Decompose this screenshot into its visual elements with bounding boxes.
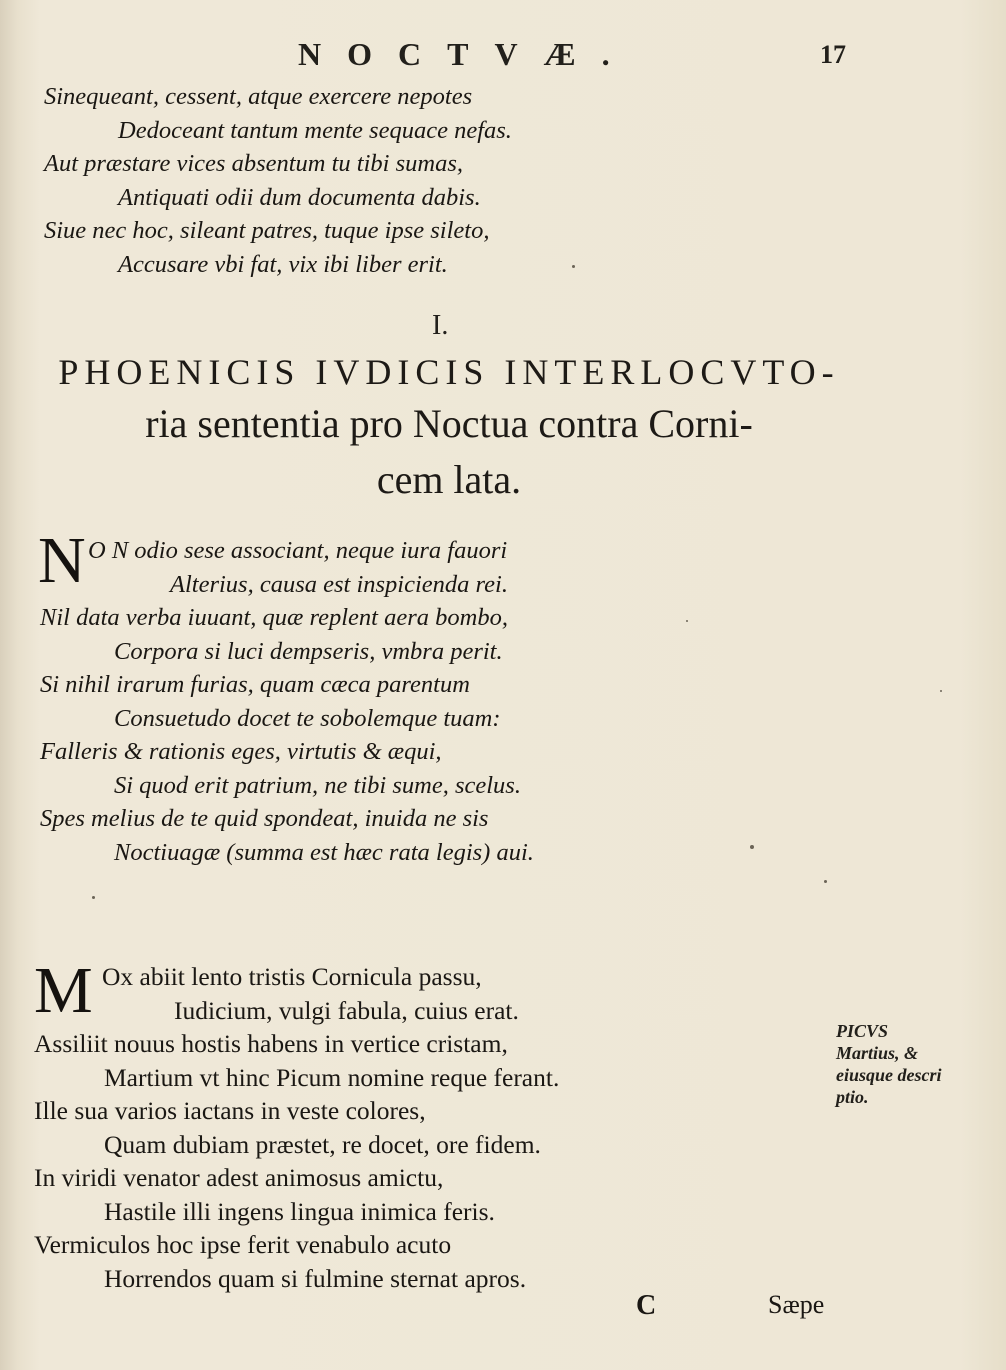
heading-line: PHOENICIS IVDICIS INTERLOCVTO- <box>58 352 840 392</box>
verse-line: Falleris & rationis eges, virtutis & æqui, <box>40 738 442 765</box>
verse-line: Iudicium, vulgi fabula, cuius erat. <box>174 995 519 1025</box>
verse-line: Si quod erit patrium, ne tibi sume, scelus. <box>114 771 521 799</box>
paper-speck <box>750 845 754 849</box>
paper-speck <box>686 620 688 622</box>
verse-line: Ox abiit lento tristis Cornicula passu, <box>102 962 482 991</box>
verse-line: Alterius, causa est inspicienda rei. <box>170 570 508 598</box>
verse-line: Hastile illi ingens lingua inimica feris. <box>104 1196 495 1226</box>
page-number: 17 <box>820 40 846 69</box>
paper-speck <box>572 265 575 268</box>
verse-line: Si nihil irarum furias, quam cæca parentum <box>40 671 470 698</box>
verse-line: Spes melius de te quid spondeat, inuida ne sis <box>40 805 489 832</box>
drop-cap: M <box>34 954 93 1027</box>
verse-line: O N odio sese associant, neque iura fauori <box>88 537 508 564</box>
paper-speck <box>92 896 95 899</box>
paper-speck <box>824 880 827 883</box>
marginal-note-line: eiusque descri <box>836 1065 942 1085</box>
poem-middle <box>40 534 534 869</box>
section-heading <box>34 348 864 508</box>
verse-line: Corpora si luci dempseris, vmbra perit. <box>114 637 503 665</box>
marginal-note-line: Martius, & <box>836 1043 919 1063</box>
verse-line: Aut præstare vices absentum tu tibi sumas, <box>44 150 463 177</box>
verse-line: Vermiculos hoc ipse ferit venabulo acuto <box>34 1230 452 1259</box>
section-number: I. <box>432 310 449 341</box>
verse-line: Consuetudo docet te sobolemque tuam: <box>114 704 501 732</box>
marginal-note <box>836 1020 942 1108</box>
heading-line: ria sententia pro Noctua contra Corni- <box>145 401 753 446</box>
verse-line: Accusare vbi fat, vix ibi liber erit. <box>118 250 448 278</box>
poem-bottom <box>34 954 560 1295</box>
verse-line: In viridi venator adest animosus amictu, <box>34 1163 444 1192</box>
drop-cap: N <box>38 524 86 597</box>
heading-line: cem lata. <box>376 457 522 502</box>
verse-line: Noctiuagæ (summa est hæc rata legis) aui. <box>114 838 534 866</box>
marginal-note-line: PICVS <box>836 1021 889 1041</box>
verse-line: Horrendos quam si fulmine sternat apros. <box>104 1263 527 1293</box>
verse-line: Siue nec hoc, sileant patres, tuque ipse sileto, <box>44 217 490 244</box>
verse-line: Ille sua varios iactans in veste colores, <box>34 1096 426 1125</box>
verse-line: Nil data verba iuuant, quæ replent aera bombo, <box>40 604 508 631</box>
verse-line: Assiliit nouus hostis habens in vertice cristam, <box>34 1029 508 1058</box>
verse-line: Antiquati odii dum documenta dabis. <box>118 183 481 211</box>
verse-line: Quam dubiam præstet, re docet, ore fidem. <box>104 1129 541 1159</box>
signature-mark: C <box>636 1290 657 1321</box>
running-title: NOCTVÆ. <box>298 36 636 72</box>
poem-top <box>44 80 512 281</box>
catchword: Sæpe <box>768 1290 825 1319</box>
paper-speck <box>940 690 942 692</box>
marginal-note-line: ptio. <box>836 1087 869 1107</box>
verse-line: Martium vt hinc Picum nomine reque ferant. <box>104 1062 560 1092</box>
verse-line: Sinequeant, cessent, atque exercere nepotes <box>44 83 473 110</box>
verse-line: Dedoceant tantum mente sequace nefas. <box>118 116 512 144</box>
